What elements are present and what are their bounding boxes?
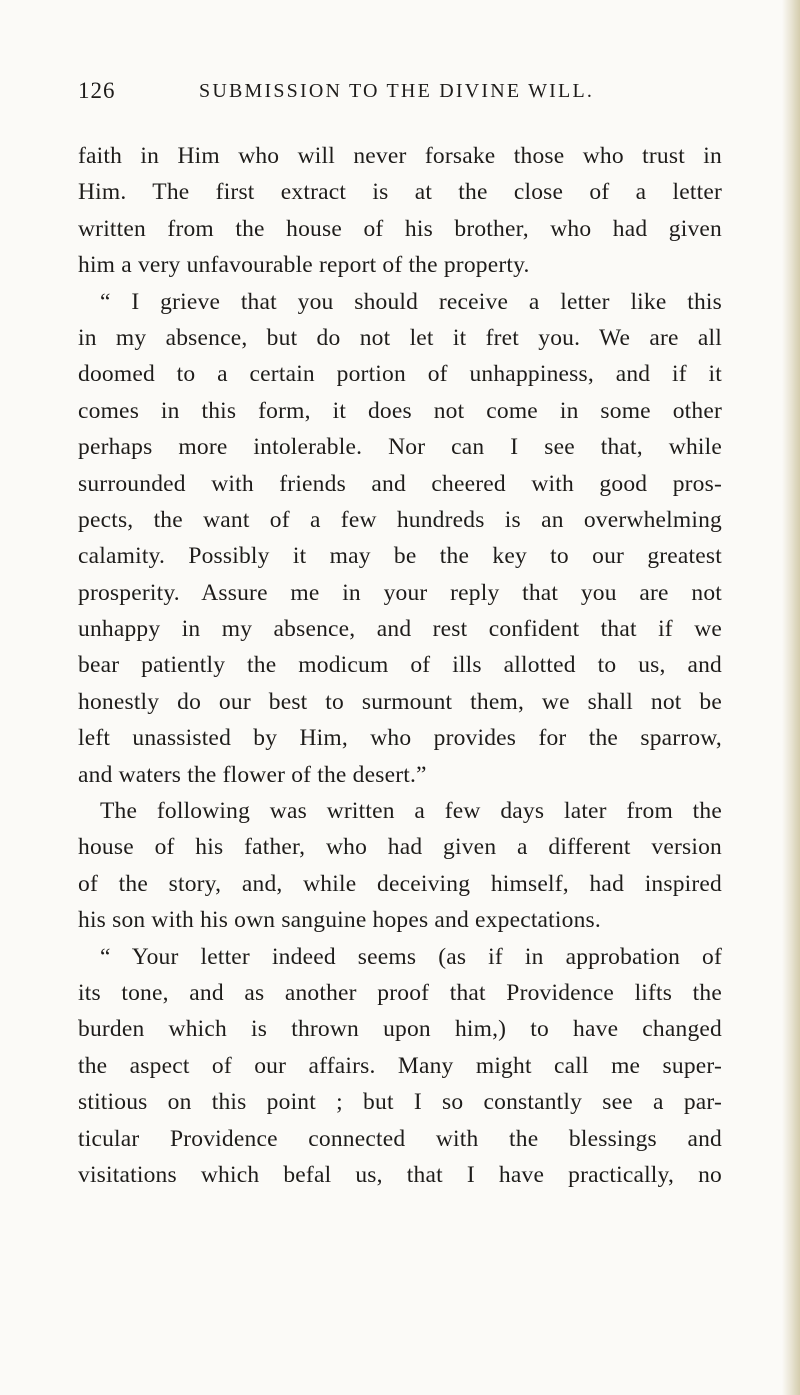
text-line: surrounded with friends and cheered with good pros- xyxy=(78,470,722,497)
text-line: in my absence, but do not let it fret you. We are all xyxy=(78,324,722,351)
text-line: left unassisted by Him, who provides for the sparrow, xyxy=(78,725,722,752)
text-line: ticular Providence connected with the blessings and xyxy=(78,1125,722,1152)
text-line: Him. The first extract is at the close of a letter xyxy=(78,179,722,206)
text-line: perhaps more intolerable. Nor can I see that, while xyxy=(78,434,722,461)
text-line: The following was written a few days later from the xyxy=(100,798,722,825)
text-line: doomed to a certain portion of unhappiness, and if it xyxy=(78,361,722,388)
text-line: faith in Him who will never forsake those who trust in xyxy=(78,143,722,169)
text-line: visitations which befal us, that I have practically, no xyxy=(78,1161,722,1188)
body-text xyxy=(78,138,722,1193)
text-line: house of his father, who had given a different version xyxy=(78,834,722,861)
text-line: pects, the want of a few hundreds is an overwhelming xyxy=(78,506,722,533)
text-line: of the story, and, while deceiving himself, had inspired xyxy=(78,870,722,897)
text-line: its tone, and as another proof that Providence lifts the xyxy=(78,979,722,1006)
page-header xyxy=(78,78,728,114)
text-line: comes in this form, it does not come in some other xyxy=(78,397,722,424)
text-line: “ Your letter indeed seems (as if in approbation of xyxy=(100,943,722,970)
text-line: bear patiently the modicum of ills allotted to us, and xyxy=(78,652,722,679)
text-line: unhappy in my absence, and rest confident that if we xyxy=(78,616,722,643)
text-line: and waters the flower of the desert.” xyxy=(78,761,427,788)
running-head: SUBMISSION TO THE DIVINE WILL. xyxy=(199,80,595,102)
text-line: the aspect of our affairs. Many might call me super- xyxy=(78,1052,722,1079)
text-line: calamity. Possibly it may be the key to our greatest xyxy=(78,543,722,570)
text-line: burden which is thrown upon him,) to have changed xyxy=(78,1016,722,1043)
text-line: him a very unfavourable report of the property. xyxy=(78,252,530,279)
page-edge-shadow xyxy=(782,0,800,1395)
text-line: written from the house of his brother, who had given xyxy=(78,215,722,242)
text-line: honestly do our best to surmount them, we shall not be xyxy=(78,688,722,715)
text-line: stitious on this point ; but I so constantly see a par- xyxy=(78,1089,722,1116)
text-line: “ I grieve that you should receive a letter like this xyxy=(100,288,722,315)
page-number: 126 xyxy=(78,78,116,103)
text-line: his son with his own sanguine hopes and expectations. xyxy=(78,907,601,934)
text-line: prosperity. Assure me in your reply that you are not xyxy=(78,579,722,606)
